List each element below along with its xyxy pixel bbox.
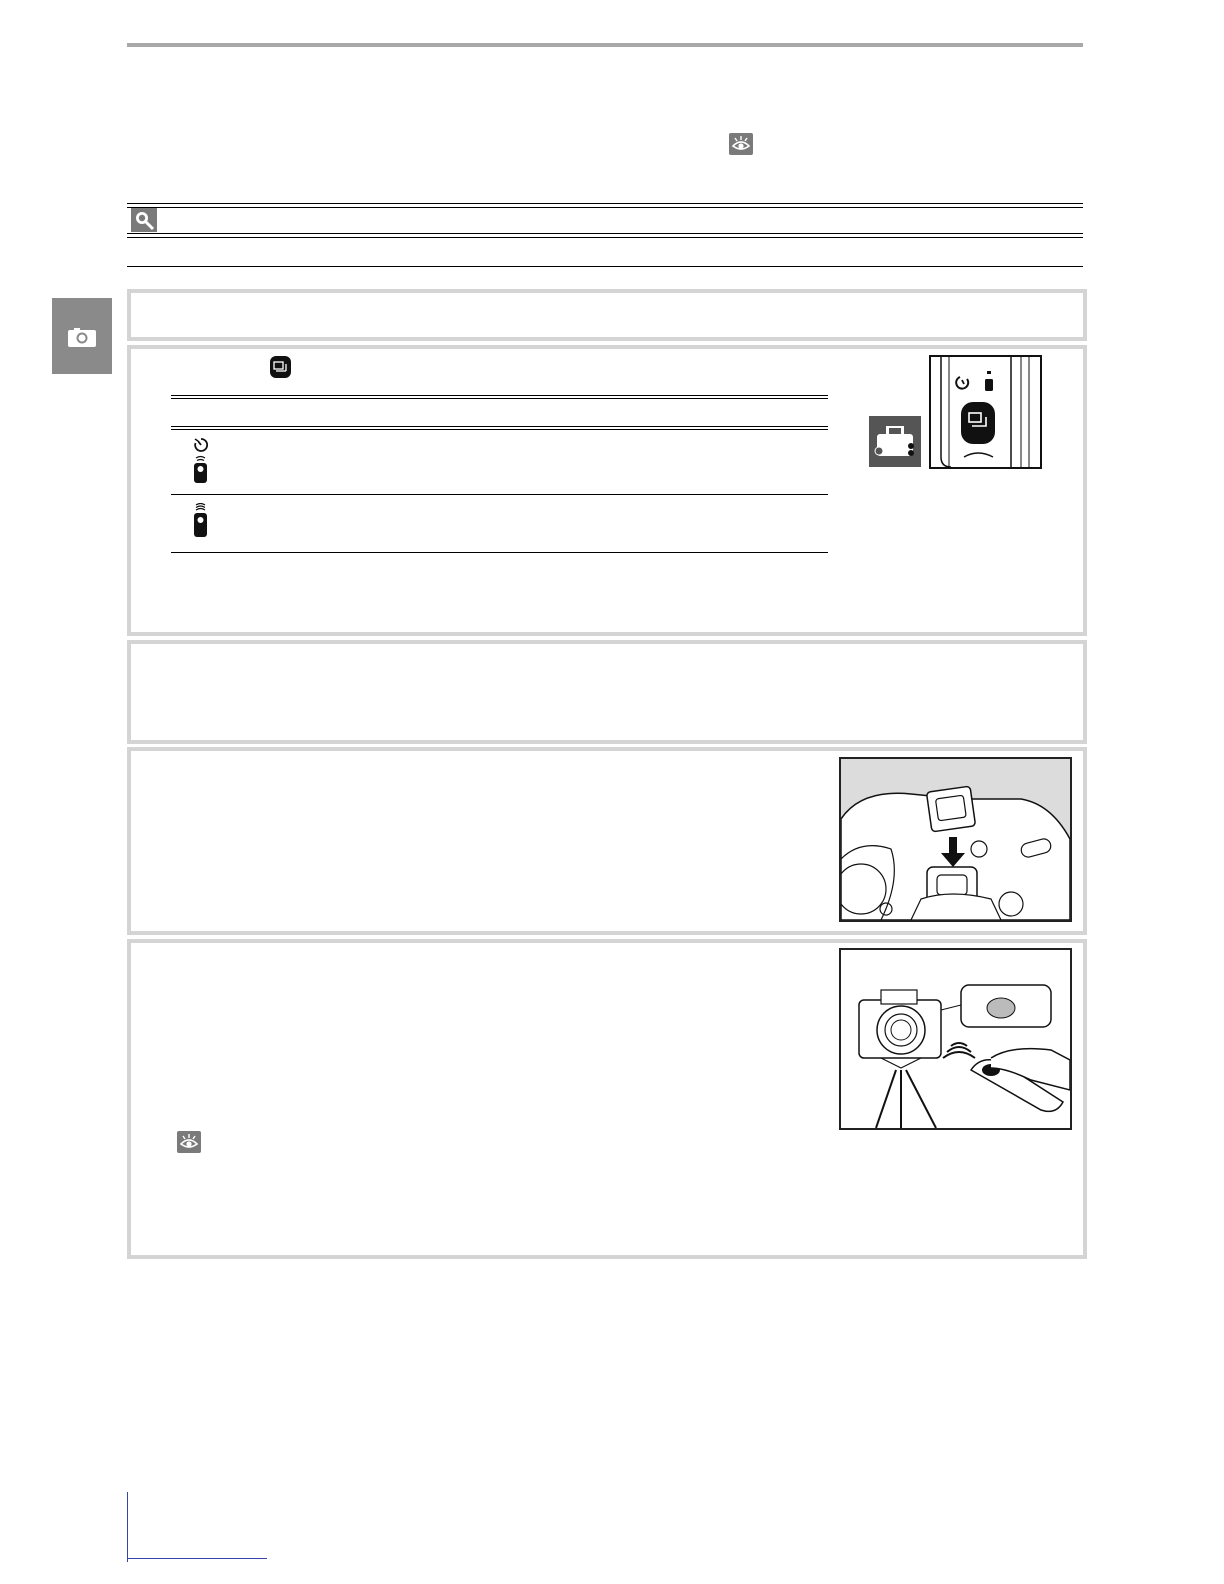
step-panel-1: [127, 289, 1087, 341]
table-row-rule: [171, 494, 828, 495]
release-mode-button-illustration: [929, 355, 1042, 469]
note-bottom-rule-1: [127, 233, 1083, 234]
note-bottom-rule-2: [127, 237, 1083, 238]
eyepiece-cap-illustration: [839, 757, 1072, 922]
eye-reference-icon: [177, 1131, 201, 1153]
table-header-rule-1: [171, 426, 828, 427]
table-header-rule-2: [171, 429, 828, 430]
release-mode-button-icon: [270, 356, 291, 378]
table-top-rule-2: [171, 398, 828, 399]
note-top-rule-2: [127, 207, 1083, 208]
side-tab: [52, 298, 112, 374]
eye-reference-icon: [729, 133, 753, 155]
magnifier-note-icon: [131, 208, 157, 232]
camera-top-inset-illustration: [869, 416, 921, 467]
step-panel-3: [127, 640, 1087, 744]
note-top-rule-1: [127, 203, 1083, 204]
remote-shooting-illustration: [839, 948, 1072, 1130]
table-top-rule-1: [171, 395, 828, 396]
self-timer-icon: [192, 436, 210, 454]
camera-icon: [52, 298, 112, 374]
remote-icon: [192, 455, 209, 485]
footer-vertical-rule: [127, 1492, 128, 1562]
header-bar: [127, 43, 1083, 47]
section-divider: [127, 266, 1083, 267]
remote-icon: [192, 503, 209, 539]
footer-horizontal-rule: [127, 1558, 267, 1559]
table-bottom-rule: [171, 552, 828, 553]
